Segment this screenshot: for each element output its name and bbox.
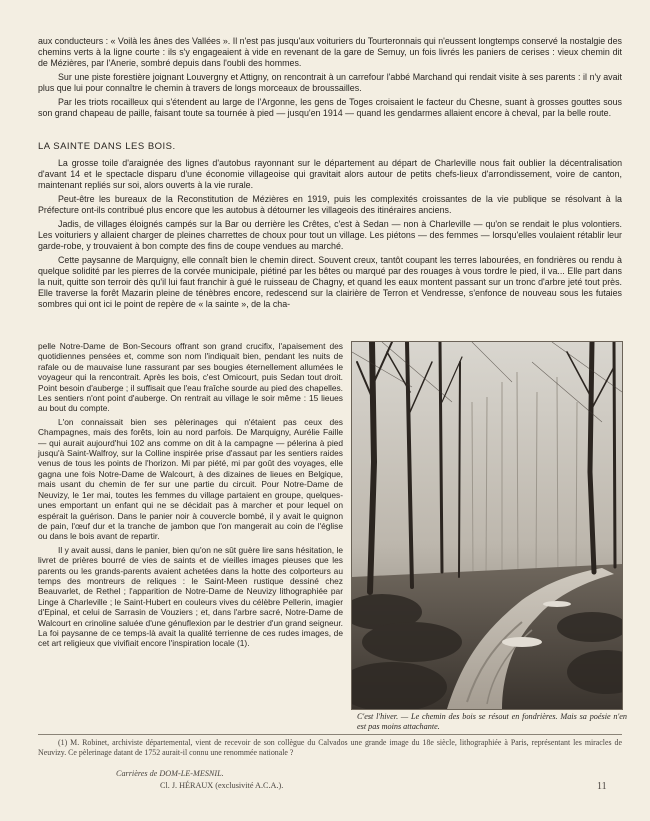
paragraph: Jadis, de villages éloignés campés sur la Bar ou derrière les Crêtes, c'est à Sedan — non à Charleville — qu'on se rendait le plus volontiers. Les voituriers y allaient charger de pleines charrettes de choux pour tout un village. Les piétons — des femmes — lorsqu'elles voulaient rétablir leur garde-robe, y trouvaient à bon compte des fins de coupe vendues au marché. — [38, 219, 622, 251]
top-section — [38, 36, 622, 119]
footnote: (1) M. Robinet, archiviste départemental, vient de recevoir de son collègue du Calvados une grande image du 18e siècle, lithographiée à Paris, représentant les miracles de Neuvizy. Ce pèlerinage datant de 1752 aurait-il connu une renommée nationale ? — [38, 738, 622, 757]
left-column — [38, 341, 343, 649]
full-width-section — [38, 158, 622, 310]
footnote-divider — [38, 734, 622, 735]
paragraph: pelle Notre-Dame de Bon-Secours offrant son grand crucifix, l'apaisement des quotidiennes pensées et, comme son nom l'indiquait bien, pendant les nuits de rafale ou de mauvaise lune rassurant par ses bougies éternellement allumées le voyageur qui la rencontrait. Après les bois, c'est Omicourt, puis Sedan tout droit. Point besoin d'auberge ; il suffisait que l'eau fraîche sourde au pied des chapelles. Les sentiers n'ont point d'auberge. On rentrait au village le soir même : 15 lieues au bout du compte. — [38, 341, 343, 414]
paragraph: La grosse toile d'araignée des lignes d'autobus rayonnant sur le département au départ de Charleville nous fait oublier la décentralisation d'avant 14 et le spectacle disparu d'une économie villageoise qui gravitait alors autour de petits chefs-lieux d'arrondissement, voire de canton, maintenant repliés sur soi, alors ouverts à la vie rurale. — [38, 158, 622, 190]
photo-credit-line-1: Carrières de DOM-LE-MESNIL. — [116, 769, 224, 778]
paragraph: Cette paysanne de Marquigny, elle connaît bien le chemin direct. Souvent creux, tantôt coupant les terres labourées, en fondrières ou rendu à quelque solidité par les pierres de la corvée municipale, piétiné par les bêtes ou marqué par des rouages à vous tordre le pied, il va... Elle part dans la nuit, quitte son terroir dès qu'il lui faut franchir à gué le ruisseau de Chagny, et quand les eaux montent passant sur un tronc d'arbre jeté tout près. Elle traverse la forêt Mazarin pleine de ténèbres encore, redescend sur la clairière de Terron et Vendresse, s'enfonce de nouveau sous les futaies sombres qui ont ici le point de repère de « la sainte », de la cha- — [38, 255, 622, 309]
paragraph: Il y avait aussi, dans le panier, bien qu'on ne sût guère lire sans hésitation, le livret de prières bourré de vies de saints et de vieilles images pieuses que les parents ou les grands-parents avaient achetées dans la hotte des colporteurs au temps des montreurs de reliques : le Saint-Meen rustique dessiné chez Beauvarlet, de Rethel ; l'apparition de Notre-Dame de Neuvizy lithographiée par Linge à Charleville ; le Saint-Hubert en couleurs vives du célèbre Pellerin, imagier d'Epinal, et celui de Sarrasin de Vouziers ; et, dans l'arbre sacré, Notre-Dame de Walcourt en crinoline saluée d'une génuflexion par le destrier d'un grand seigneur. La foi paysanne de ce temps-là avait la qualité terrienne de ces rudes images, de cet art religieux que vivifiait encore l'inspiration locale (1). — [38, 544, 343, 649]
paragraph: L'on connaissait bien ses pèlerinages qui n'étaient pas ceux des Champagnes, mais des forêts, loin au nord parfois. De Marquigny, Aurélie Faille — qui aurait aujourd'hui 102 ans comme on dit à la campagne — pélerina à pied jusqu'à Saint-Walfroy, sur la Colline inspirée prise d'assaut par les sentiers raides venus de tous les points de l'horizon. Mi par piété, mi par goût des voyages, elle gagna une fois Notre-Dame de Walcourt, à des dizaines de lieues en Belgique, mais usant du chemin de fer sur une partie du circuit. Pour Notre-Dame de Neuvizy, le 1er mai, toutes les femmes du village partaient en groupe, quelques-unes emportant un enfant qui ne se décidait pas à marcher et pour lequel on espérait la guérison. Dans le panier noir à couvercle bombé, il y avait le quignon de pain, l'œuf dur et la tranche de jambon que l'on mangerait au coin de l'église ou dans le bois avant de repartir. — [38, 416, 343, 542]
photo-caption: C'est l'hiver. — Le chemin des bois se résout en fondrières. Mais sa poésie n'en est pas moins attachante. — [357, 712, 627, 731]
photo-credit-line-2: Cl. J. HÉRAUX (exclusivité A.C.A.). — [160, 781, 284, 790]
page-number: 11 — [597, 781, 607, 792]
section-heading: LA SAINTE DANS LES BOIS. — [38, 141, 176, 152]
paragraph: Sur une piste forestière joignant Louvergny et Attigny, on rencontrait à un carrefour l'abbé Marchand qui rendait visite à ses parents : il n'y avait plus que lui pour connaître le chemin à travers de longs morceaux de broussailles. — [38, 72, 622, 93]
forest-photograph — [351, 341, 623, 710]
paragraph: Peut-être les bureaux de la Reconstitution de Mézières en 1919, puis les complexités croissantes de la vie publique se résolvant à la Préfecture ont-ils contribué plus encore que les autobus à détourner les villageois des itinéraires anciens. — [38, 194, 622, 215]
paragraph: Par les triots rocailleux qui s'étendent au large de l'Argonne, les gens de Toges croisaient le facteur du Chesne, suant à grosses gouttes sous son grand chapeau de paille, faisant toute sa tournée à pied — jusqu'en 1914 — quand les gendarmes allaient encore à cheval, par la belle route. — [38, 97, 622, 118]
paragraph: aux conducteurs : « Voilà les ânes des Vallées ». Il n'est pas jusqu'aux voituriers du Tourteronnais qui n'eussent longtemps conservé la nostalgie des chemins verts à la ligne courte : ils s'y engageaient à vide en revenant de la gare de Semuy, un fois livrés les paniers de cerises : vieux chemin dit de Mézières, par l'Anerie, sombré depuis dans l'oubli des hommes. — [38, 36, 622, 68]
